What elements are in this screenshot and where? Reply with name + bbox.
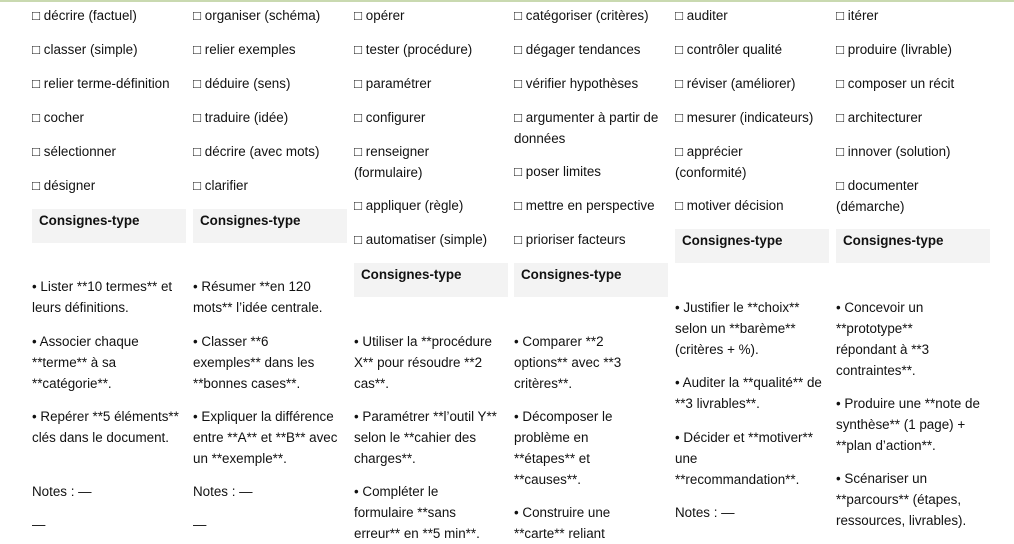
section-header-label: Consignes-type: [682, 233, 783, 248]
checklist-item[interactable]: □ contrôler qualité: [675, 42, 783, 57]
checklist-item[interactable]: □ sélectionner: [32, 144, 117, 159]
section-header-label: Consignes-type: [521, 267, 622, 282]
top-border: [0, 0, 1014, 2]
checklist-item[interactable]: □ opérer: [354, 8, 405, 23]
checklist-item[interactable]: □ relier exemples: [193, 42, 296, 57]
checklist-item[interactable]: □ mesurer (indicateurs): [675, 110, 814, 125]
checklist-item[interactable]: □ innover (solution): [836, 144, 951, 159]
checklist-item[interactable]: □ tester (procédure): [354, 42, 473, 57]
checklist-item[interactable]: □ automatiser (simple): [354, 232, 488, 247]
section-header-label: Consignes-type: [361, 267, 462, 282]
checklist-item[interactable]: □ architecturer: [836, 110, 923, 125]
checklist-item[interactable]: □ motiver décision: [675, 198, 784, 213]
checklist-item[interactable]: □ auditer: [675, 8, 728, 23]
checklist-item[interactable]: □ apprécier (conformité): [675, 144, 747, 180]
instruction-bullet: • Lister **10 termes** et leurs définitions.: [32, 279, 173, 315]
instruction-bullet: • Classer **6 exemples** dans les **bonnes cases**.: [193, 334, 315, 391]
checklist-item[interactable]: □ mettre en perspective: [514, 198, 655, 213]
checklist-item[interactable]: □ vérifier hypothèses: [514, 76, 639, 91]
checklist-item[interactable]: □ classer (simple): [32, 42, 138, 57]
instruction-bullet: • Justifier le **choix** selon un **barème** (critères + %).: [675, 300, 800, 357]
checklist-item[interactable]: □ poser limites: [514, 164, 601, 179]
checklist-item[interactable]: □ paramétrer: [354, 76, 432, 91]
notes-label: Notes : —: [193, 484, 253, 499]
checklist-item[interactable]: □ itérer: [836, 8, 879, 23]
instruction-bullet: • Expliquer la différence entre **A** et **B** avec un **exemple**.: [193, 409, 338, 466]
checklist-item[interactable]: □ déduire (sens): [193, 76, 291, 91]
instruction-bullet: • Produire une **note de synthèse** (1 page) + **plan d’action**.: [836, 396, 980, 453]
instruction-bullet: • Comparer **2 options** avec **3 critères**.: [514, 334, 622, 391]
checklist-item[interactable]: □ configurer: [354, 110, 426, 125]
instruction-bullet: • Paramétrer **l’outil Y** selon le **cahier des charges**.: [354, 409, 497, 466]
notes-dash: —: [32, 517, 46, 532]
instruction-bullet: • Résumer **en 120 mots** l’idée centrale.: [193, 279, 323, 315]
checklist-item[interactable]: □ renseigner (formulaire): [354, 144, 430, 180]
checklist-item[interactable]: □ documenter (démarche): [836, 178, 919, 214]
section-header: [193, 209, 347, 243]
instruction-bullet: • Repérer **5 éléments** clés dans le document.: [32, 409, 179, 445]
instruction-bullet: • Utiliser la **procédure X** pour résoudre **2 cas**.: [354, 334, 492, 391]
section-header: [32, 209, 186, 243]
section-header: [514, 263, 668, 297]
checklist-item[interactable]: □ désigner: [32, 178, 96, 193]
checklist-item[interactable]: □ réviser (améliorer): [675, 76, 796, 91]
section-header: [354, 263, 508, 297]
checklist-item[interactable]: □ composer un récit: [836, 76, 955, 91]
checklist-item[interactable]: □ décrire (avec mots): [193, 144, 320, 159]
instruction-bullet: • Scénariser un **parcours** (étapes, ressources, livrables).: [836, 471, 967, 528]
instruction-bullet: • Décomposer le problème en **étapes** et **causes**.: [514, 409, 613, 487]
checklist-item[interactable]: □ traduire (idée): [193, 110, 289, 125]
notes-dash: —: [193, 517, 207, 532]
checklist-item[interactable]: □ dégager tendances: [514, 42, 641, 57]
instruction-bullet: • Associer chaque **terme** à sa **catégorie**.: [32, 334, 139, 391]
checklist-item[interactable]: □ relier terme-définition: [32, 76, 170, 91]
checklist-item[interactable]: □ organiser (schéma): [193, 8, 321, 23]
checklist-item[interactable]: □ prioriser facteurs: [514, 232, 626, 247]
checklist-item[interactable]: □ catégoriser (critères): [514, 8, 649, 23]
checklist-item[interactable]: □ décrire (factuel): [32, 8, 137, 23]
checklist-item[interactable]: □ clarifier: [193, 178, 248, 193]
section-header: [675, 229, 829, 263]
instruction-bullet: • Auditer la **qualité** de **3 livrables**.: [675, 375, 822, 411]
instruction-bullet: • Décider et **motiver** une **recommandation**.: [675, 430, 813, 487]
section-header-label: Consignes-type: [843, 233, 944, 248]
section-header-label: Consignes-type: [39, 213, 140, 228]
checklist-item[interactable]: □ appliquer (règle): [354, 198, 464, 213]
section-header: [836, 229, 990, 263]
instruction-bullet: • Concevoir un **prototype** répondant à **3 contraintes**.: [836, 300, 930, 378]
instruction-bullet: • Compléter le formulaire **sans erreur** en **5 min**.: [354, 484, 480, 541]
section-header-label: Consignes-type: [200, 213, 301, 228]
checklist-item[interactable]: □ produire (livrable): [836, 42, 952, 57]
notes-label: Notes : —: [32, 484, 92, 499]
instruction-bullet: • Construire une **carte** reliant: [514, 505, 611, 541]
checklist-item[interactable]: □ cocher: [32, 110, 84, 125]
notes-label: Notes : —: [675, 505, 735, 520]
checklist-item[interactable]: □ argumenter à partir de données: [514, 110, 659, 146]
